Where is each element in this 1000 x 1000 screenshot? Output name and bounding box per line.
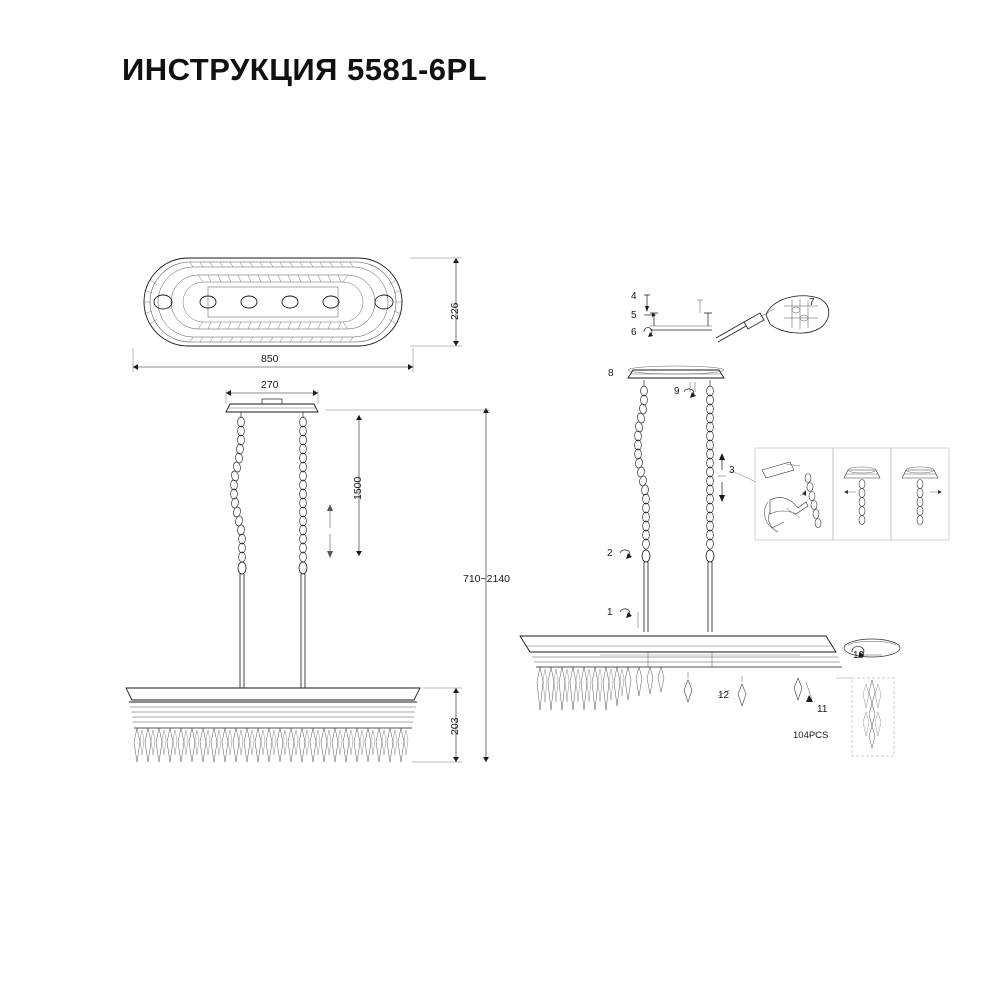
leader-12 [688, 672, 742, 696]
dim-label-canopy-width: 270 [261, 379, 279, 391]
dim-label-top-view-width: 850 [261, 353, 279, 365]
dim-label-chain-length: 1500 [352, 476, 364, 500]
assembly-crystal-fringe [537, 667, 802, 710]
screw-4 [644, 295, 650, 312]
assembly-fixture-body [520, 636, 842, 667]
step-label-6: 6 [631, 327, 637, 338]
chain-left [230, 412, 245, 562]
step-label-2: 2 [607, 548, 613, 559]
page-title: ИНСТРУКЦИЯ 5581-6PL [122, 52, 488, 87]
assembly-chain-left [634, 380, 649, 549]
top-view-oval [143, 258, 403, 346]
dim-label-total-height: 710~2140 [463, 573, 511, 585]
crystal-fringe-front [134, 728, 408, 762]
pliers-icon [765, 498, 808, 532]
step-label-4: 4 [631, 291, 637, 302]
step-label-3: 3 [729, 465, 735, 476]
step-label-9: 9 [674, 386, 680, 397]
chain-adjust-3 [718, 453, 756, 502]
dim-total-height [325, 408, 490, 762]
step-label-7: 7 [809, 297, 815, 308]
dim-canopy-width [226, 390, 318, 404]
assembly-rod-left [642, 550, 650, 632]
detail-crystal-strand [863, 680, 881, 748]
crystal-quantity-label: 104PCS [793, 730, 829, 741]
assembly-ceiling-plate [628, 366, 724, 378]
chain-strand-detail [805, 474, 821, 528]
assembly-chain-right [707, 380, 714, 549]
suspension-rod-left [238, 562, 246, 688]
suspension-rod-right [299, 562, 307, 688]
wire-pair-9 [684, 382, 696, 398]
crystal-part-11 [806, 682, 813, 702]
detail-panel-hook-b [902, 467, 942, 525]
assembly-rod-right [706, 550, 714, 632]
dim-label-fixture-height: 203 [449, 717, 461, 735]
dim-label-top-view-height: 226 [449, 302, 461, 320]
step-label-8: 8 [608, 368, 614, 379]
mounting-bracket [644, 295, 712, 337]
marker-1 [620, 609, 638, 628]
step-label-12: 12 [718, 690, 730, 701]
fixture-body-front [126, 688, 420, 728]
step-label-10: 10 [853, 650, 865, 661]
marker-2 [620, 550, 632, 559]
wire-connector [716, 309, 774, 342]
nut-6 [644, 328, 653, 337]
step-label-5: 5 [631, 310, 637, 321]
ceiling-canopy [226, 399, 318, 412]
step-label-1: 1 [607, 607, 613, 618]
step-label-11: 11 [817, 704, 828, 715]
detail-panel-pliers [762, 462, 821, 532]
detail-panel-hook-a [844, 467, 880, 525]
detail-panels [755, 448, 949, 540]
terminal-block-7 [766, 296, 829, 333]
chain-right [300, 412, 307, 562]
